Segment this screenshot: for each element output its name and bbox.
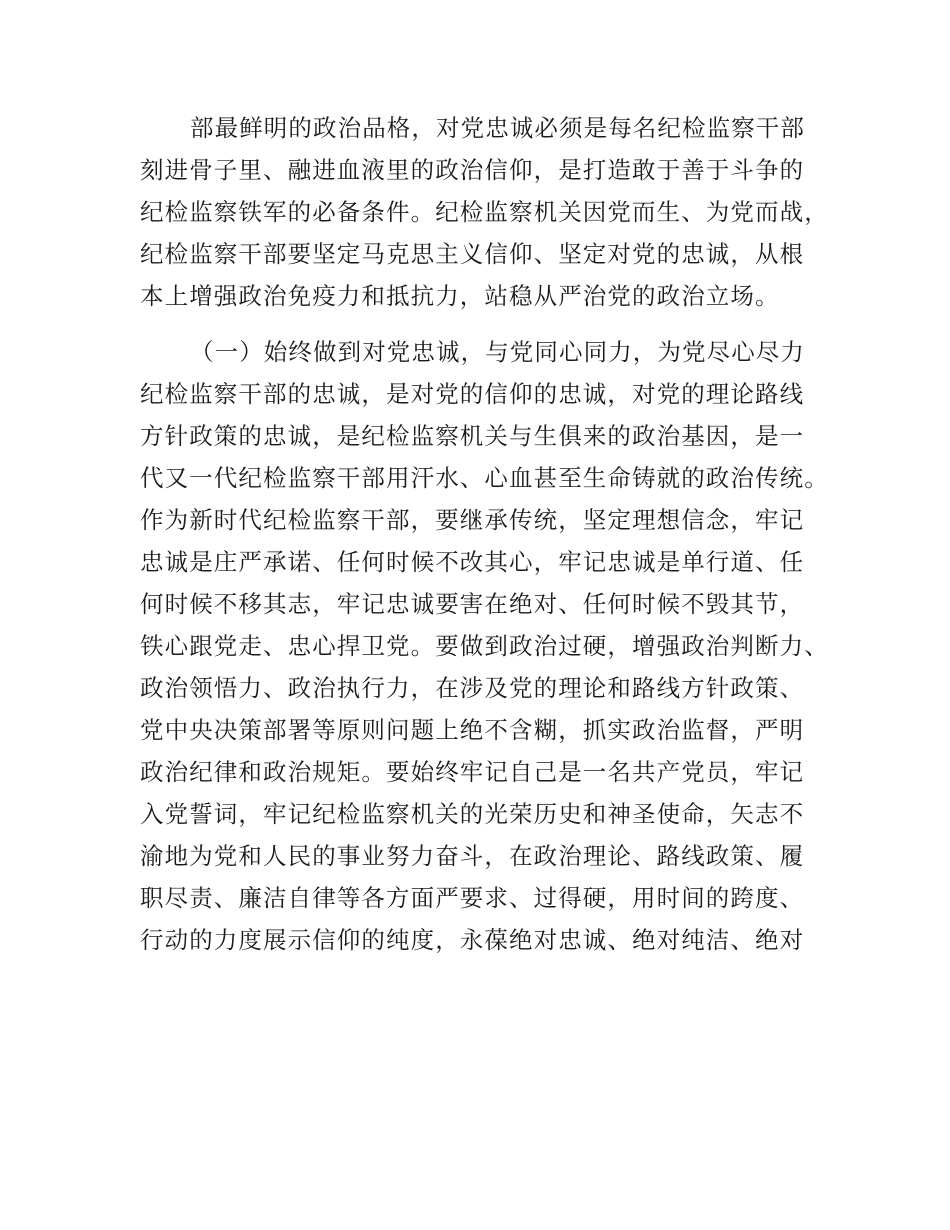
- paragraph-line: 何时候不移其志，牢记忠诚要害在绝对、任何时候不毁其节，: [140, 590, 805, 618]
- paragraph-line: 职尽责、廉洁自律等各方面严要求、过得硬，用时间的跨度、: [140, 884, 805, 912]
- paragraph-line: 政治纪律和政治规矩。要始终牢记自己是一名共产党员，牢记: [140, 758, 805, 786]
- paragraph-1: [140, 107, 829, 317]
- section-1: [140, 331, 829, 961]
- paragraph-line: 方针政策的忠诚，是纪检监察机关与生俱来的政治基因，是一: [140, 422, 805, 450]
- paragraph-line: 铁心跟党走、忠心捍卫党。要做到政治过硬，增强政治判断力、: [140, 632, 829, 660]
- paragraph-line: 部最鲜明的政治品格，对党忠诚必须是每名纪检监察干部: [190, 114, 805, 142]
- paragraph-line: 刻进骨子里、融进血液里的政治信仰，是打造敢于善于斗争的: [140, 156, 805, 184]
- paragraph-line: 代又一代纪检监察干部用汗水、心血甚至生命铸就的政治传统。: [140, 464, 829, 492]
- paragraph-line: 入党誓词，牢记纪检监察机关的光荣历史和神圣使命，矢志不: [140, 800, 805, 828]
- paragraph-line: 作为新时代纪检监察干部，要继承传统，坚定理想信念，牢记: [140, 506, 805, 534]
- paragraph-line: 本上增强政治免疫力和抵抗力，站稳从严治党的政治立场。: [140, 282, 780, 310]
- paragraph-line: 党中央决策部署等原则问题上绝不含糊，抓实政治监督，严明: [140, 716, 805, 744]
- paragraph-line: 纪检监察铁军的必备条件。纪检监察机关因党而生、为党而战，: [140, 198, 829, 226]
- paragraph-line: 行动的力度展示信仰的纯度，永葆绝对忠诚、绝对纯洁、绝对: [140, 926, 805, 954]
- section-heading: （一）始终做到对党忠诚，与党同心同力，为党尽心尽力: [190, 338, 805, 366]
- paragraph-line: 纪检监察干部的忠诚，是对党的信仰的忠诚，对党的理论路线: [140, 380, 805, 408]
- paragraph-line: 政治领悟力、政治执行力，在涉及党的理论和路线方针政策、: [140, 674, 805, 702]
- paragraph-line: 渝地为党和人民的事业努力奋斗，在政治理论、路线政策、履: [140, 842, 805, 870]
- paragraph-line: 纪检监察干部要坚定马克思主义信仰、坚定对党的忠诚，从根: [140, 240, 805, 268]
- paragraph-line: 忠诚是庄严承诺、任何时候不改其心，牢记忠诚是单行道、任: [140, 548, 805, 576]
